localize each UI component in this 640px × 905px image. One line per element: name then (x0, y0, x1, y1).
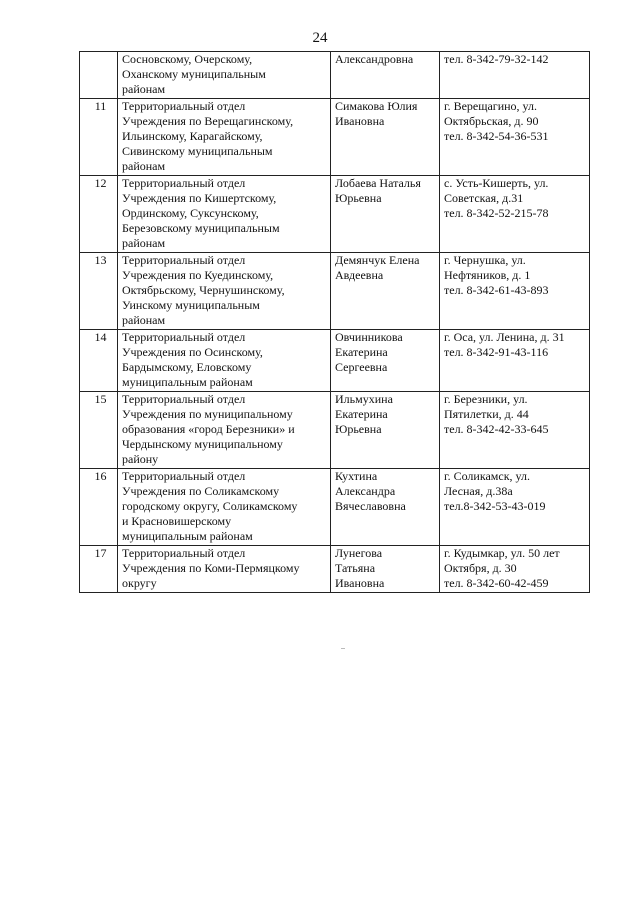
person-line: Екатерина (335, 345, 388, 359)
person-line: Лунегова (335, 546, 383, 560)
address-line: г. Верещагино, ул. (444, 99, 538, 113)
address-phone-cell (440, 330, 590, 392)
page-number: 24 (312, 30, 328, 46)
address-phone-cell (440, 99, 590, 176)
address-line: Советская, д.31 (444, 191, 524, 205)
person-line: Кухтина (335, 469, 378, 483)
row-number: 15 (80, 392, 118, 469)
contact-person-cell (331, 469, 440, 546)
person-line: Екатерина (335, 407, 388, 421)
address-line: тел. 8-342-54-36-531 (444, 129, 549, 143)
address-line: г. Оса, ул. Ленина, д. 31 (444, 330, 565, 344)
scan-speck (341, 648, 345, 649)
office-line: Ординскому, Суксунскому, (122, 206, 259, 220)
person-line: Ивановна (335, 114, 385, 128)
office-line: районам (122, 159, 166, 173)
office-line: округу (122, 576, 157, 590)
office-line: Учреждения по Соликамскому (122, 484, 280, 498)
address-line: г. Чернушка, ул. (444, 253, 526, 267)
contact-person-cell (331, 253, 440, 330)
contact-person-cell (331, 546, 440, 593)
office-line: Территориальный отдел (122, 176, 246, 190)
office-line: Ильинскому, Карагайскому, (122, 129, 263, 143)
table-row (80, 99, 590, 176)
office-line: Территориальный отдел (122, 253, 246, 267)
row-number: 11 (80, 99, 118, 176)
office-line: Территориальный отдел (122, 392, 246, 406)
contact-person-cell (331, 52, 440, 99)
address-phone-cell (440, 546, 590, 593)
address-line: тел. 8-342-79-32-142 (444, 52, 549, 66)
office-name-cell (118, 99, 331, 176)
person-line: Александра (335, 484, 396, 498)
person-line: Ильмухина (335, 392, 393, 406)
address-line: г. Соликамск, ул. (444, 469, 531, 483)
contact-person-cell (331, 392, 440, 469)
person-line: Юрьевна (335, 422, 382, 436)
office-line: Сосновскому, Очерскому, (122, 52, 253, 66)
office-line: Территориальный отдел (122, 469, 246, 483)
office-line: Территориальный отдел (122, 546, 246, 560)
office-line: Учреждения по Осинскому, (122, 345, 263, 359)
row-number: 17 (80, 546, 118, 593)
office-line: образования «город Березники» и (122, 422, 295, 436)
office-line: Уинскому муниципальным (122, 298, 260, 312)
office-line: Учреждения по Куединскому, (122, 268, 274, 282)
office-name-cell (118, 330, 331, 392)
office-name-cell (118, 176, 331, 253)
office-line: Сивинскому муниципальным (122, 144, 273, 158)
table-row (80, 330, 590, 392)
office-line: муниципальным районам (122, 529, 253, 543)
office-line: районам (122, 82, 166, 96)
office-name-cell (118, 253, 331, 330)
office-line: Территориальный отдел (122, 99, 246, 113)
person-line: Татьяна (335, 561, 376, 575)
row-number: 12 (80, 176, 118, 253)
person-line: Вячеславовна (335, 499, 406, 513)
office-line: Октябрьскому, Чернушинскому, (122, 283, 285, 297)
row-number (80, 52, 118, 99)
person-line: Юрьевна (335, 191, 382, 205)
table-row (80, 176, 590, 253)
address-line: тел. 8-342-42-33-645 (444, 422, 549, 436)
office-line: Учреждения по муниципальному (122, 407, 293, 421)
office-line: районам (122, 313, 166, 327)
office-line: муниципальным районам (122, 375, 253, 389)
address-phone-cell (440, 469, 590, 546)
office-name-cell (118, 52, 331, 99)
person-line: Лобаева Наталья (335, 176, 421, 190)
row-number: 16 (80, 469, 118, 546)
office-line: Территориальный отдел (122, 330, 246, 344)
address-phone-cell (440, 253, 590, 330)
contact-person-cell (331, 330, 440, 392)
office-line: Оханскому муниципальным (122, 67, 266, 81)
address-phone-cell (440, 52, 590, 99)
person-line: Ивановна (335, 576, 385, 590)
office-line: городскому округу, Соликамскому (122, 499, 298, 513)
contact-person-cell (331, 176, 440, 253)
address-line: Октября, д. 30 (444, 561, 517, 575)
table-row (80, 469, 590, 546)
contact-person-cell (331, 99, 440, 176)
person-line: Александровна (335, 52, 414, 66)
offices-table (79, 51, 590, 593)
office-line: району (122, 452, 159, 466)
office-line: и Красновишерскому (122, 514, 232, 528)
table-row (80, 546, 590, 593)
address-line: тел. 8-342-52-215-78 (444, 206, 549, 220)
address-phone-cell (440, 392, 590, 469)
office-name-cell (118, 546, 331, 593)
office-line: Учреждения по Кишертскому, (122, 191, 277, 205)
office-line: районам (122, 236, 166, 250)
address-line: Октябрьская, д. 90 (444, 114, 539, 128)
address-line: тел. 8-342-91-43-116 (444, 345, 549, 359)
office-line: Учреждения по Верещагинскому, (122, 114, 294, 128)
address-line: с. Усть-Кишерть, ул. (444, 176, 549, 190)
office-line: Учреждения по Коми-Пермяцкому (122, 561, 300, 575)
address-phone-cell (440, 176, 590, 253)
table-row (80, 392, 590, 469)
person-line: Симакова Юлия (335, 99, 418, 113)
address-line: тел. 8-342-60-42-459 (444, 576, 549, 590)
address-line: тел.8-342-53-43-019 (444, 499, 546, 513)
office-line: Чердынскому муниципальному (122, 437, 283, 451)
person-line: Авдеевна (335, 268, 384, 282)
person-line: Демянчук Елена (335, 253, 420, 267)
address-line: Нефтяников, д. 1 (444, 268, 531, 282)
row-number: 14 (80, 330, 118, 392)
person-line: Сергеевна (335, 360, 388, 374)
address-line: Пятилетки, д. 44 (444, 407, 529, 421)
office-name-cell (118, 469, 331, 546)
address-line: Лесная, д.38а (444, 484, 513, 498)
address-line: г. Кудымкар, ул. 50 лет (444, 546, 560, 560)
office-line: Бардымскому, Еловскому (122, 360, 252, 374)
offices-table-body (80, 52, 590, 593)
address-line: г. Березники, ул. (444, 392, 528, 406)
table-row (80, 52, 590, 99)
address-line: тел. 8-342-61-43-893 (444, 283, 549, 297)
office-line: Березовскому муниципальным (122, 221, 280, 235)
office-name-cell (118, 392, 331, 469)
row-number: 13 (80, 253, 118, 330)
table-row (80, 253, 590, 330)
person-line: Овчинникова (335, 330, 403, 344)
